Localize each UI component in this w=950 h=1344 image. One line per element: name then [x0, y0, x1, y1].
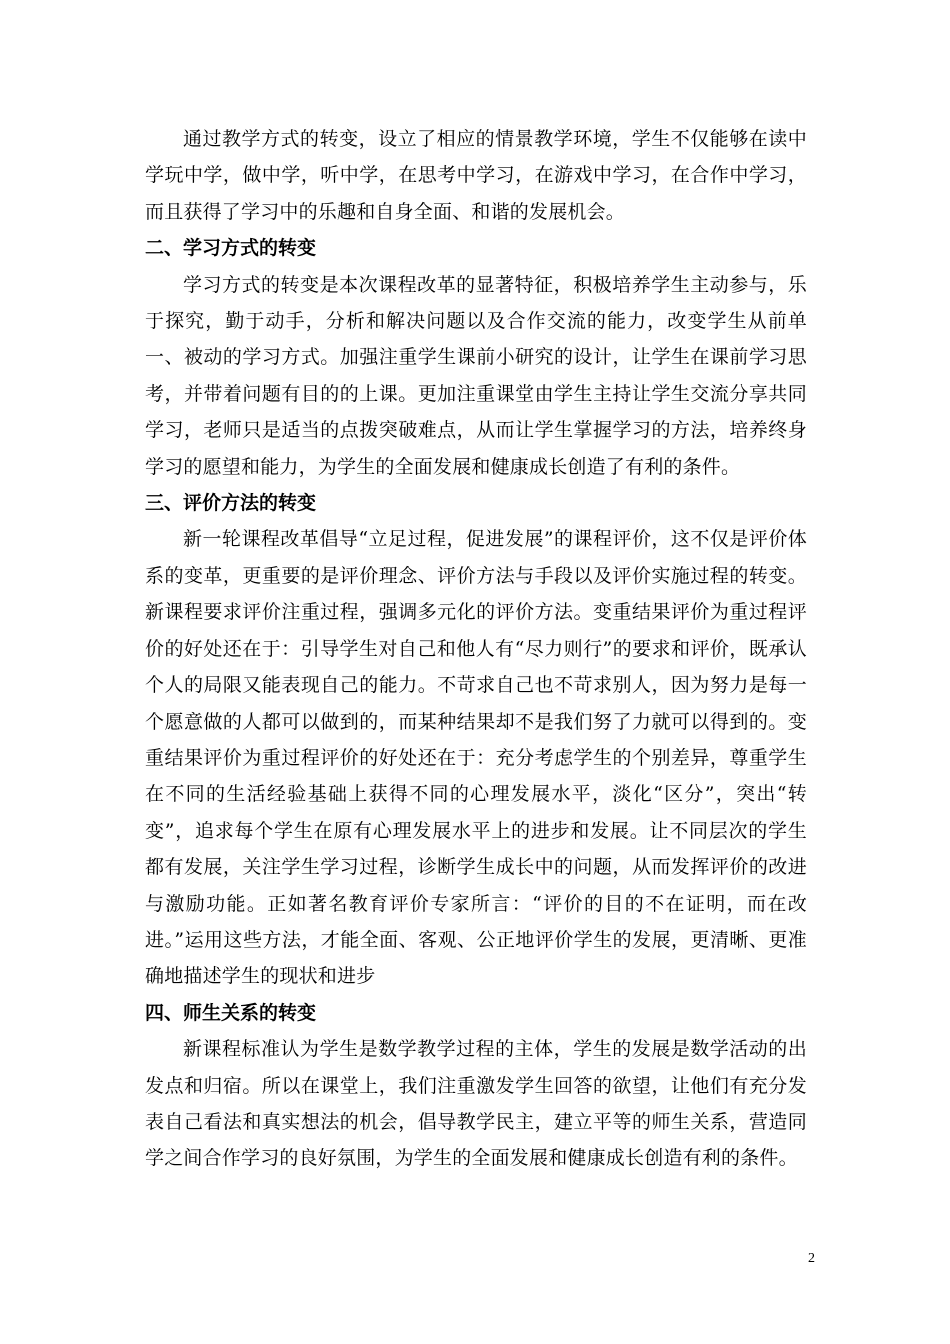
- paragraph-learning-method: 学习方式的转变是本次课程改革的显著特征，积极培养学生主动参与，乐于探究，勤于动手，分析和解决问题以及合作交流的能力，改变学生从前单一、被动的学习方式。加强注重学生课前小研究的设计，让学生在课前学习思考，并带着问题有目的的上课。更加注重课堂由学生主持让学生交流分享共同学习，老师只是适当的点拨突破难点，从而让学生掌握学习的方法，培养终身学习的愿望和能力，为学生的全面发展和健康成长创造了有利的条件。: [145, 273, 807, 478]
- document-body: [145, 121, 807, 1177]
- heading-evaluation-method: 三、评价方法的转变: [145, 492, 317, 515]
- page-number: 2: [808, 1251, 815, 1266]
- paragraph-evaluation-method: 新一轮课程改革倡导“立足过程，促进发展”的课程评价，这不仅是评价体系的变革，更重要的是评价理念、评价方法与手段以及评价实施过程的转变。新课程要求评价注重过程，强调多元化的评价方法。变重结果评价为重过程评价的好处还在于：引导学生对自己和他人有“尽力则行”的要求和评价，既承认个人的局限又能表现自己的能力。不苛求自己也不苛求别人，因为努力是每一个愿意做的人都可以做到的，而某种结果却不是我们努了力就可以得到的。变重结果评价为重过程评价的好处还在于：充分考虑学生的个别差异，尊重学生在不同的生活经验基础上获得不同的心理发展水平，淡化“区分”，突出“转变”，追求每个学生在原有心理发展水平上的进步和发展。让不同层次的学生都有发展，关注学生学习过程，诊断学生成长中的问题，从而发挥评价的改进与激励功能。正如著名教育评价专家所言：“评价的目的不在证明，而在改进。”运用这些方法，才能全面、客观、公正地评价学生的发展，更清晰、更准确地描述学生的现状和进步: [145, 528, 807, 988]
- paragraph-teaching-method: 通过教学方式的转变，设立了相应的情景教学环境，学生不仅能够在读中学玩中学，做中学，听中学，在思考中学习，在游戏中学习，在合作中学习，而且获得了学习中的乐趣和自身全面、和谐的发展机会。: [145, 128, 807, 223]
- paragraph-teacher-student-relation: 新课程标准认为学生是数学教学过程的主体，学生的发展是数学活动的出发点和归宿。所以在课堂上，我们注重激发学生回答的欲望，让他们有充分发表自己看法和真实想法的机会，倡导教学民主，建立平等的师生关系，营造同学之间合作学习的良好氛围，为学生的全面发展和健康成长创造有利的条件。: [145, 1038, 807, 1170]
- heading-learning-method: 二、学习方式的转变: [145, 237, 317, 260]
- heading-teacher-student-relation: 四、师生关系的转变: [145, 1001, 317, 1024]
